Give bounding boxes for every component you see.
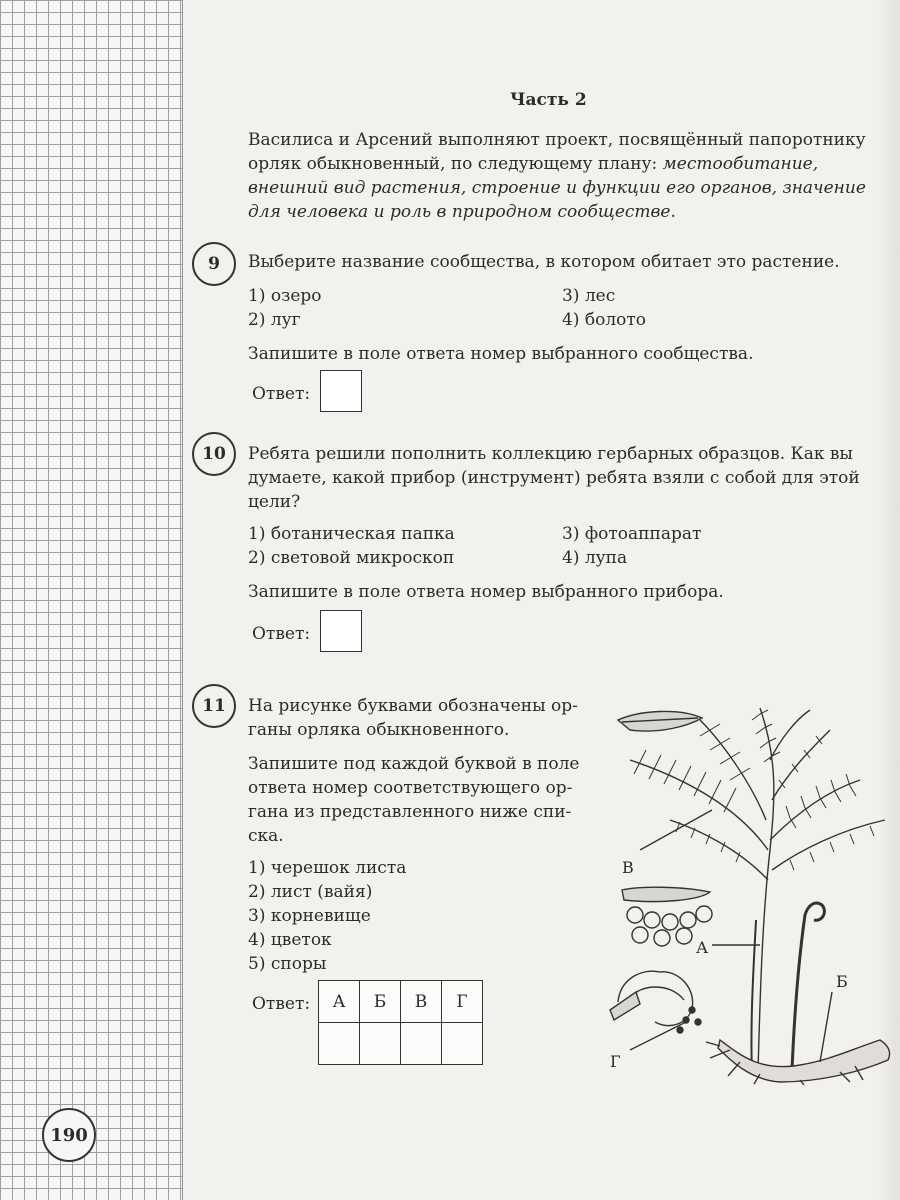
fern-illustration: [600, 700, 895, 1085]
answer-cell-g[interactable]: [442, 1023, 483, 1065]
intro-paragraph: [248, 128, 893, 224]
q10-instruction: Запишите в поле ответа номер выбранного прибора.: [248, 582, 724, 602]
answer-cell-a[interactable]: [319, 1023, 360, 1065]
question-10-line-2: думаете, какой прибор (инструмент) ребята взяли с собой для этой: [248, 468, 860, 488]
intro-line-2-italic: местообитание,: [662, 154, 819, 174]
q9-answer-label: Ответ:: [252, 384, 311, 404]
q11-instruction-3: гана из представленного ниже спи-: [248, 802, 572, 822]
intro-line-2-plain: орляк обыкновенный, по следующему плану:: [248, 154, 663, 174]
table-header-v: В: [401, 981, 442, 1023]
q11-option-2: 2) лист (вайя): [248, 882, 373, 902]
intro-line-4-end: .: [670, 202, 676, 222]
q10-option-1: 1) ботаническая папка: [248, 524, 455, 544]
question-11-line-2: ганы орляка обыкновенного.: [248, 720, 510, 740]
question-11-line-1: На рисунке буквами обозначены ор-: [248, 696, 578, 716]
q9-option-3: 3) лес: [562, 286, 616, 306]
figure-label-a: А: [696, 938, 709, 957]
q10-answer-label: Ответ:: [252, 624, 311, 644]
q11-option-4: 4) цветок: [248, 930, 332, 950]
figure-label-b: Б: [836, 972, 848, 991]
question-11-number: 11: [192, 684, 236, 728]
figure-label-v: В: [622, 858, 634, 877]
q10-answer-box[interactable]: [320, 610, 362, 652]
q11-instruction-1: Запишите под каждой буквой в поле: [248, 754, 580, 774]
q9-option-2: 2) луг: [248, 310, 301, 330]
intro-line-4: [248, 200, 893, 224]
grid-margin: [0, 0, 183, 1200]
q11-instruction-4: ска.: [248, 826, 284, 846]
q10-option-2: 2) световой микроскоп: [248, 548, 455, 568]
intro-line-2: [248, 152, 893, 176]
question-10-line-1: Ребята решили пополнить коллекцию гербарных образцов. Как вы: [248, 444, 853, 464]
table-header-a: А: [319, 981, 360, 1023]
page-number: 190: [42, 1108, 96, 1162]
q9-option-1: 1) озеро: [248, 286, 322, 306]
q11-answer-label: Ответ:: [252, 994, 311, 1014]
q10-option-4: 4) лупа: [562, 548, 628, 568]
q11-option-1: 1) черешок листа: [248, 858, 407, 878]
question-10-line-3: цели?: [248, 492, 301, 512]
question-9-number: 9: [192, 242, 236, 286]
intro-line-3: [248, 176, 893, 200]
question-9-text: Выберите название сообщества, в котором обитает это растение.: [248, 252, 840, 272]
q11-option-5: 5) споры: [248, 954, 327, 974]
q9-answer-box[interactable]: [320, 370, 362, 412]
q10-option-3: 3) фотоаппарат: [562, 524, 702, 544]
q11-instruction-2: ответа номер соответствующего ор-: [248, 778, 573, 798]
q9-option-4: 4) болото: [562, 310, 646, 330]
q9-instruction: Запишите в поле ответа номер выбранного сообщества.: [248, 344, 754, 364]
question-10-number: 10: [192, 432, 236, 476]
table-header-b: Б: [360, 981, 401, 1023]
q11-answer-table: [318, 980, 483, 1065]
figure-label-g: Г: [610, 1052, 621, 1071]
part-title: Часть 2: [510, 90, 587, 110]
answer-cell-b[interactable]: [360, 1023, 401, 1065]
intro-line-3-italic: внешний вид растения, строение и функции его органов, значение: [248, 178, 866, 198]
fern-figure: [600, 700, 895, 1085]
intro-line-1: Василиса и Арсений выполняют проект, посвящённый папоротнику: [248, 130, 866, 150]
q11-option-3: 3) корневище: [248, 906, 371, 926]
answer-cell-v[interactable]: [401, 1023, 442, 1065]
table-header-g: Г: [442, 981, 483, 1023]
intro-line-4-italic: для человека и роль в природном сообществе: [248, 202, 671, 222]
